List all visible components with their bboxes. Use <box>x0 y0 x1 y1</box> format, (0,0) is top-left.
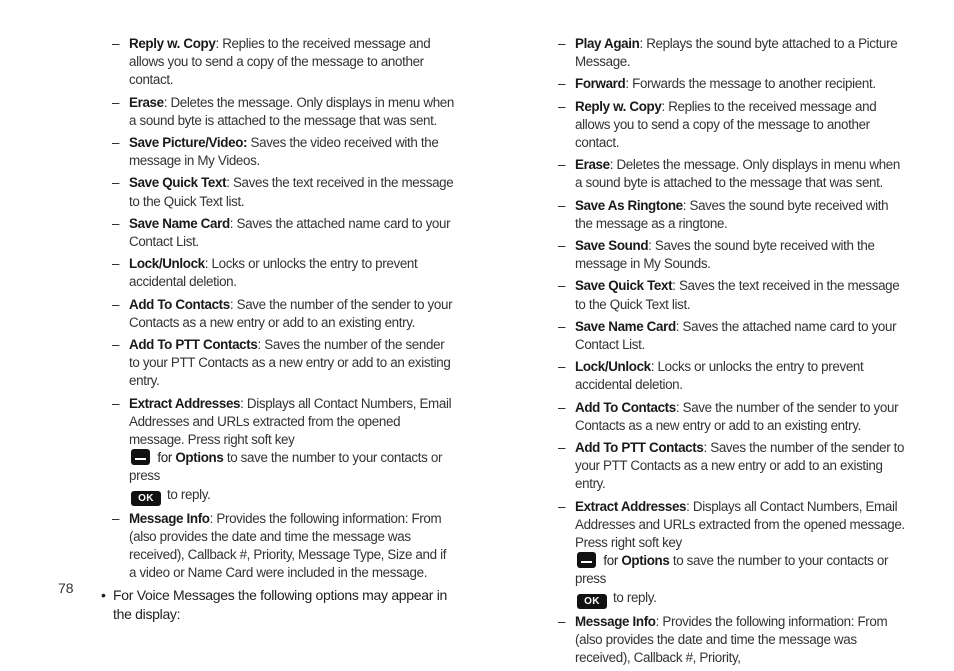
item-term: Message Info <box>575 613 656 629</box>
item-description: : Displays all Contact Numbers, Email Addresses and URLs extracted from the opened message. Press right soft key <box>129 395 452 448</box>
list-item: – Save Name Card: Saves the attached name card to your Contact List. <box>558 318 897 353</box>
item-description: : Save the number of the sender to your Contacts as a new entry or add to an existing entry. <box>575 399 899 433</box>
list-item: – Reply w. Copy: Replies to the received message and allows you to send a copy of the message to another contact. <box>112 36 431 88</box>
item-term: Save Name Card <box>129 215 230 231</box>
item-description: : Locks or unlocks the entry to prevent accidental deletion. <box>575 359 864 393</box>
item-description: : Saves the text received in the message to the Quick Text list. <box>575 278 900 312</box>
right-column <box>558 35 908 671</box>
item-term: Save Sound <box>575 238 649 254</box>
right-soft-key-icon <box>131 449 150 465</box>
item-term: Add To Contacts <box>575 399 676 415</box>
item-description: : Saves the text received in the message to the Quick Text list. <box>129 175 454 209</box>
item-description: : Forwards the message to another recipient. <box>625 76 876 92</box>
for-label: for <box>603 553 618 569</box>
list-item: – Lock/Unlock: Locks or unlocks the entry to prevent accidental deletion. <box>112 256 418 290</box>
list-item-message-info: – Message Info: Provides the following information: From (also provides the date and time the message was received), Callback #, Priority, <box>558 613 888 666</box>
list-item: – Save As Ringtone: Saves the sound byte received with the message as a ringtone. <box>558 197 889 231</box>
item-term: Save Picture/Video: <box>129 135 248 151</box>
item-term: Extract Addresses <box>129 395 241 411</box>
item-term: Message Info <box>129 510 210 526</box>
ok-key-icon: OK <box>131 491 161 506</box>
item-term: Add To Contacts <box>129 296 230 312</box>
bullet-text: For Voice Messages the following options may appear in the display: <box>113 587 447 622</box>
list-item: – Reply w. Copy: Replies to the received message and allows you to send a copy of the message to another contact. <box>558 98 877 151</box>
bullet-item: • For Voice Messages the following options may appear in the display: <box>101 587 447 622</box>
item-term: Lock/Unlock <box>575 359 651 375</box>
list-item: – Lock/Unlock: Locks or unlocks the entry to prevent accidental deletion. <box>558 359 864 393</box>
list-item: – Add To PTT Contacts: Saves the number of the sender to your PTT Contacts as a new entry or add to an existing entry. <box>112 337 451 389</box>
item-description: : Replies to the received message and allows you to send a copy of the message to another contact. <box>129 36 431 88</box>
save-text: to save the number to your contacts or press <box>129 450 443 484</box>
list-item: – Erase: Deletes the message. Only displays in menu when a sound byte is attached to the message that was sent. <box>558 157 900 191</box>
list-item-extract-addresses: – Extract Addresses: Displays all Contact Numbers, Email Addresses and URLs extracted from the opened message. Press right soft key for Options to save the number to your contacts or press OK to reply. <box>112 395 452 504</box>
item-term: Erase <box>575 157 610 173</box>
item-description: : Replies to the received message and allows you to send a copy of the message to another contact. <box>575 98 877 151</box>
item-description: : Replays the sound byte attached to a Picture Message. <box>575 36 898 70</box>
list-item: – Save Quick Text: Saves the text received in the message to the Quick Text list. <box>112 175 454 209</box>
item-description: : Saves the number of the sender to your PTT Contacts as a new entry or add to an existing entry. <box>575 440 905 492</box>
item-description: : Provides the following information: From (also provides the date and time the message was received), Callback #, Priority, <box>575 613 888 666</box>
left-column <box>101 35 456 623</box>
item-term: Reply w. Copy <box>129 36 216 51</box>
item-term: Save Quick Text <box>575 278 673 294</box>
reply-text: to reply. <box>167 486 211 502</box>
item-description: : Locks or unlocks the entry to prevent accidental deletion. <box>129 256 418 290</box>
item-term: Save As Ringtone <box>575 197 683 213</box>
item-term: Play Again <box>575 36 640 51</box>
item-term: Save Name Card <box>575 318 676 334</box>
item-description: : Saves the attached name card to your Contact List. <box>575 318 897 353</box>
list-item: – Save Picture/Video: Saves the video received with the message in My Videos. <box>112 135 439 169</box>
item-term: Lock/Unlock <box>129 256 205 272</box>
reply-text: to reply. <box>613 589 657 605</box>
page-number: 78 <box>58 580 74 596</box>
list-item: – Save Quick Text: Saves the text received in the message to the Quick Text list. <box>558 278 900 312</box>
list-item-extract-addresses: – Extract Addresses: Displays all Contact Numbers, Email Addresses and URLs extracted from the opened message. Press right soft key for Options to save the number to your contacts or press OK to reply. <box>558 498 905 607</box>
item-description: : Displays all Contact Numbers, Email Addresses and URLs extracted from the opened message. Press right soft key <box>575 498 905 551</box>
item-term: Add To PTT Contacts <box>129 337 258 353</box>
list-item: – Save Name Card: Saves the attached name card to your Contact List. <box>112 215 451 250</box>
item-term: Extract Addresses <box>575 498 687 514</box>
item-description: : Save the number of the sender to your Contacts as a new entry or add to an existing entry. <box>129 296 453 330</box>
item-term: Add To PTT Contacts <box>575 440 704 456</box>
item-description: : Saves the sound byte received with the message in My Sounds. <box>575 238 875 272</box>
list-item-message-info: – Message Info: Provides the following information: From (also provides the date and time the message was received), Callback #, Priority, Message Type, Size and if a video or Name Card were included in the message. <box>112 510 447 581</box>
options-label: Options <box>621 553 670 569</box>
item-description: : Saves the sound byte received with the message as a ringtone. <box>575 197 889 231</box>
item-description: : Saves the attached name card to your Contact List. <box>129 215 451 250</box>
list-item: – Save Sound: Saves the sound byte received with the message in My Sounds. <box>558 238 875 272</box>
for-label: for <box>157 450 172 466</box>
item-term: Reply w. Copy <box>575 98 662 114</box>
item-term: Forward <box>575 76 626 92</box>
list-item: – Play Again: Replays the sound byte attached to a Picture Message. <box>558 36 898 70</box>
list-item: – Add To Contacts: Save the number of the sender to your Contacts as a new entry or add to an existing entry. <box>112 296 453 330</box>
item-description: : Provides the following information: From (also provides the date and time the message was received), Callback #, Priority, Message Type, Size and if a video or Name Card were included in the message. <box>129 510 447 581</box>
right-soft-key-icon <box>577 552 596 568</box>
item-description: : Saves the number of the sender to your PTT Contacts as a new entry or add to an existing entry. <box>129 337 451 389</box>
save-text: to save the number to your contacts or press <box>575 553 889 587</box>
item-description: Saves the video received with the message in My Videos. <box>129 135 439 169</box>
item-description: : Deletes the message. Only displays in menu when a sound byte is attached to the message that was sent. <box>575 157 900 191</box>
ok-key-icon: OK <box>577 594 607 609</box>
item-term: Save Quick Text <box>129 175 227 191</box>
list-item: – Add To Contacts: Save the number of the sender to your Contacts as a new entry or add to an existing entry. <box>558 399 899 433</box>
list-item: – Erase: Deletes the message. Only displays in menu when a sound byte is attached to the message that was sent. <box>112 94 454 128</box>
item-description: : Deletes the message. Only displays in menu when a sound byte is attached to the message that was sent. <box>129 94 454 128</box>
options-label: Options <box>175 450 224 466</box>
list-item: – Add To PTT Contacts: Saves the number of the sender to your PTT Contacts as a new entry or add to an existing entry. <box>558 440 905 492</box>
list-item: – Forward: Forwards the message to another recipient. <box>558 76 876 92</box>
item-term: Erase <box>129 94 164 110</box>
